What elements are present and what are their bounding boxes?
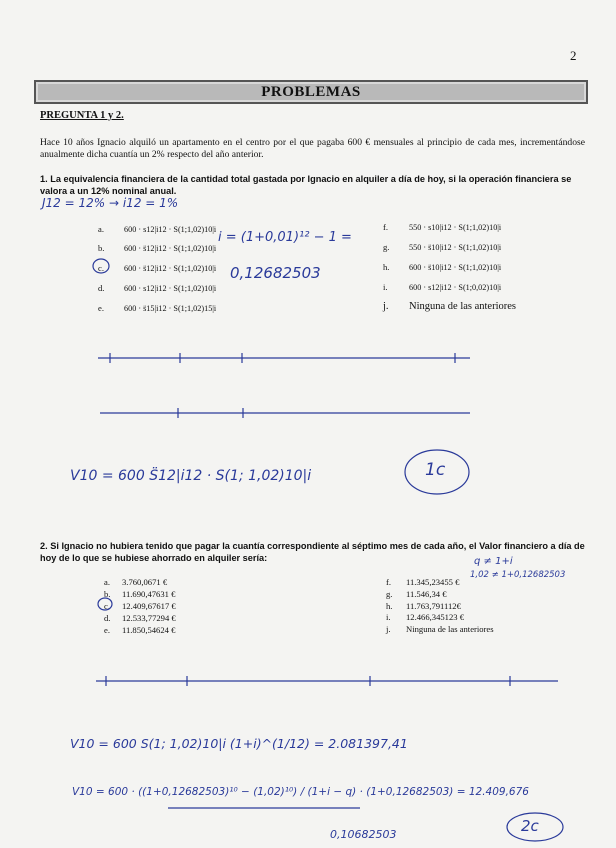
option-letter: g. — [383, 242, 390, 252]
hand-answer-1: 1c — [425, 460, 446, 480]
page-number: 2 — [570, 48, 577, 63]
option-value: 11.763,791112€ — [406, 601, 461, 611]
hand-rate-note: J12 = 12% → i12 = 1% — [42, 196, 179, 210]
q2-option-j — [386, 624, 494, 634]
option-letter: b. — [98, 243, 105, 253]
q1-option-d — [98, 283, 216, 293]
option-value: 3.760,0671 € — [122, 577, 168, 587]
option-letter: b. — [104, 589, 111, 599]
option-letter: d. — [104, 613, 111, 623]
hand-v10-q1: V10 = 600 S̈12|i12 · S(1; 1,02)10|i — [70, 468, 312, 484]
q2-option-h — [386, 601, 461, 611]
hand-i-formula: i = (1+0,01)¹² − 1 = — [218, 230, 352, 245]
q2-option-d — [104, 613, 176, 623]
option-formula: 600 · s12|i12 · S(1;0,02)10|i — [409, 283, 502, 292]
section-heading: PREGUNTA 1 y 2. — [40, 110, 124, 121]
option-formula: 600 · s̈15|i12 · S(1;1,02)15|i — [124, 304, 217, 313]
q2-option-g — [386, 589, 447, 599]
option-value: Ninguna de las anteriores — [406, 624, 494, 634]
q1-option-i — [383, 282, 501, 292]
option-formula: 600 · s̈12|i12 · S(1;1,02)10|i — [124, 244, 217, 253]
option-letter: c. — [98, 263, 104, 273]
option-formula: Ninguna de las anteriores — [409, 301, 517, 312]
q2-option-a — [104, 577, 167, 587]
q2-option-f — [386, 577, 459, 587]
option-letter: i. — [383, 282, 388, 292]
option-letter: c. — [104, 601, 110, 611]
option-formula: 550 · s10|i12 · S(1;1,02)10|i — [409, 223, 502, 232]
option-letter: f. — [386, 577, 392, 587]
q1-option-g — [383, 242, 501, 252]
q1-option-f — [383, 222, 501, 232]
q2-option-i — [386, 612, 464, 622]
question-1-text: 1. La equivalencia financiera de la cantidad total gastada por Ignacio en alquiler a día de hoy, si la operación financiera se valora a un 12% nominal anual. — [40, 174, 572, 196]
hand-v10-q2-line1: V10 = 600 S(1; 1,02)10|i (1+i)^(1/12) = 2.081397,41 — [70, 736, 408, 751]
hand-denominator-note: 0,10682503 — [330, 828, 397, 841]
option-letter: a. — [98, 224, 104, 234]
q1-option-b — [98, 243, 216, 253]
option-letter: g. — [386, 589, 393, 599]
hand-i-value: 0,12682503 — [230, 264, 321, 282]
q1-option-c — [98, 263, 216, 273]
q1-option-j — [383, 301, 516, 312]
q2-option-b — [104, 589, 175, 599]
option-value: 12.533,77294 € — [122, 613, 176, 623]
option-value: 11.850,54624 € — [122, 625, 176, 635]
option-formula: 550 · s̈10|i12 · S(1;1,02)10|i — [409, 243, 502, 252]
hand-v10-q2-line2: V10 = 600 · ((1+0,12682503)¹⁰ − (1,02)¹⁰) / (1+i − q) · (1+0,12682503) = 12.409,676 — [72, 786, 529, 798]
option-letter: d. — [98, 283, 105, 293]
option-formula: 600 · s̈12|i12 · S(1;1,02)10|i — [124, 264, 217, 273]
q2-option-e — [104, 625, 175, 635]
option-letter: e. — [98, 303, 104, 313]
option-formula: 600 · s̈10|i12 · S(1;1,02)10|i — [409, 263, 502, 272]
option-letter: h. — [386, 601, 393, 611]
q1-option-a — [98, 224, 216, 234]
option-letter: j. — [383, 301, 389, 312]
banner-title: PROBLEMAS — [34, 80, 588, 104]
q1-option-e — [98, 303, 216, 313]
intro-paragraph: Hace 10 años Ignacio alquiló un apartamento en el centro por el que pagaba 600 € mensuales al principio de cada mes, incrementándose anualmente dicha cuantía un 2% respecto del año anterior. — [40, 137, 585, 160]
option-letter: e. — [104, 625, 110, 635]
option-value: 12.466,345123 € — [406, 612, 465, 622]
option-letter: i. — [386, 612, 391, 622]
option-value: 12.409,67617 € — [122, 601, 176, 611]
hand-answer-2: 2c — [521, 817, 539, 835]
hand-side-note: q ≠ 1+i — [474, 556, 513, 567]
q1-option-h — [383, 262, 501, 272]
option-value: 11.690,47631 € — [122, 589, 176, 599]
option-formula: 600 · s12|i12 · S(1;1,02)10|i — [124, 284, 217, 293]
option-letter: a. — [104, 577, 110, 587]
option-letter: h. — [383, 262, 390, 272]
option-letter: j. — [386, 624, 391, 634]
hand-side-note-2: 1,02 ≠ 1+0,12682503 — [470, 570, 566, 580]
q2-option-c — [104, 601, 176, 611]
option-value: 11.546,34 € — [406, 589, 447, 599]
question-2-text: 2. Si Ignacio no hubiera tenido que pagar la cuantía correspondiente al séptimo mes de cada año, el Valor financiero a día de hoy de lo que se hubiese ahorrado en alquiler sería: — [40, 541, 585, 563]
option-letter: f. — [383, 222, 389, 232]
option-formula: 600 · s12|i12 · S(1;1,02)10|i — [124, 225, 217, 234]
option-value: 11.345,23455 € — [406, 577, 460, 587]
